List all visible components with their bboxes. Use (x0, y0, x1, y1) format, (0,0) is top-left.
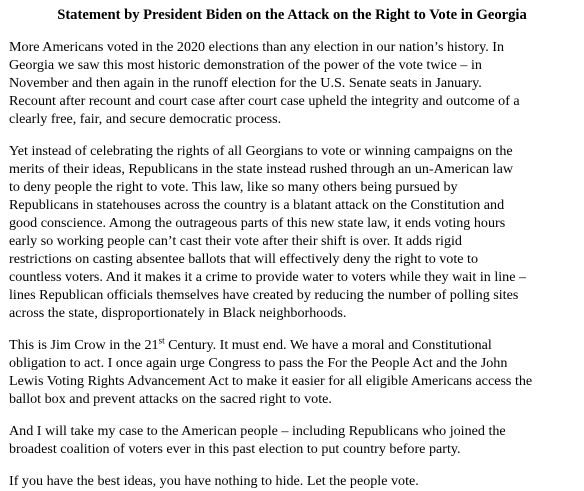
ordinal-superscript: st (158, 335, 165, 346)
paragraph-3 (9, 336, 575, 408)
paragraph-2 (9, 142, 575, 322)
paragraph-line: Georgia we saw this most historic demonstration of the power of the vote twice – in (9, 57, 482, 73)
paragraph-line: Lewis Voting Rights Advancement Act to make it easier for all eligible Americans access the (9, 373, 533, 389)
line-text-before: This is Jim Crow in the 21 (9, 337, 159, 353)
paragraph-line: countless voters. And it makes it a crime to provide water to voters while they wait in line – (9, 269, 527, 285)
paragraph-line: across the state, disproportionately in Black neighborhoods. (9, 305, 347, 321)
paragraph-line: good conscience. Among the outrageous parts of this new state law, it ends voting hours (9, 215, 506, 231)
paragraph-line: Republicans in statehouses across the country is a blatant attack on the Constitution and (9, 197, 505, 213)
paragraph-line: broadest coalition of voters ever in this past election to put country before party. (9, 441, 461, 457)
paragraph-line: November and then again in the runoff election for the U.S. Senate seats in January. (9, 75, 482, 91)
statement-title: Statement by President Biden on the Attack on the Right to Vote in Georgia (57, 7, 527, 23)
paragraph-line: clearly free, fair, and secure democratic process. (9, 111, 282, 127)
paragraph-line: restrictions on casting absentee ballots that will effectively deny the right to vote to (9, 251, 479, 267)
paragraph-line-with-superscript (9, 336, 575, 354)
paragraph-1 (9, 38, 575, 128)
paragraph-line: ballot box and prevent attacks on the sacred right to vote. (9, 391, 332, 407)
paragraph-5 (9, 472, 575, 490)
paragraph-4 (9, 422, 575, 458)
paragraph-line: More Americans voted in the 2020 elections than any election in our nation’s history. In (9, 39, 504, 55)
paragraph-line: And I will take my case to the American people – including Republicans who joined the (9, 423, 506, 439)
paragraph-line: Recount after recount and court case after court case upheld the integrity and outcome of a (9, 93, 520, 109)
paragraph-line: Yet instead of celebrating the rights of all Georgians to vote or winning campaigns on the (9, 143, 513, 159)
paragraph-line: early so working people can’t cast their vote after their shift is over. It adds rigid (9, 233, 462, 249)
paragraph-line: If you have the best ideas, you have nothing to hide. Let the people vote. (9, 473, 419, 489)
paragraph-line: merits of their ideas, Republicans in the state instead rushed through an un-American law (9, 161, 514, 177)
line-text-after: Century. It must end. We have a moral and Constitutional (164, 337, 492, 353)
paragraph-line: lines Republican officials themselves have created by reducing the number of polling sites (9, 287, 519, 303)
paragraph-line: to deny people the right to vote. This law, like so many others being pursued by (9, 179, 458, 195)
paragraph-line: obligation to act. I once again urge Congress to pass the For the People Act and the John (9, 355, 508, 371)
